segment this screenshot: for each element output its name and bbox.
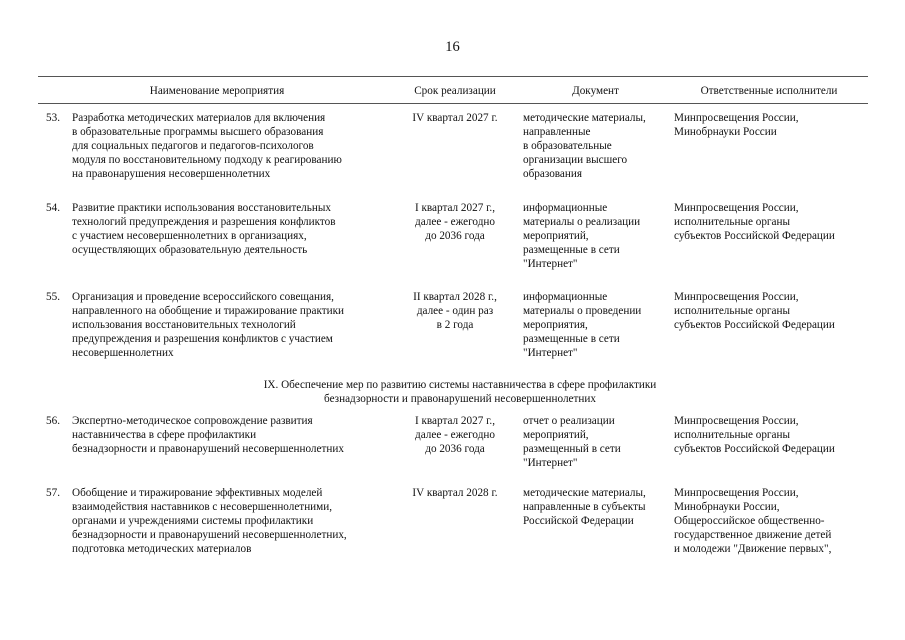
row-responsible: Минпросвещения России, исполнительные органы субъектов Российской Федерации [674, 202, 835, 242]
header-term: Срок реализации [414, 85, 496, 97]
row-number: 55. [46, 291, 60, 303]
section-title: IX. Обеспечение мер по развитию системы наставничества в сфере профилактики безнадзорности и правонарушений несовершеннолетних [263, 379, 657, 405]
row-name: Разработка методических материалов для включения в образовательные программы высшего образования для социальных педагогов и педагогов-психологов модуля по восстановительному подходу к реагированию на правонарушения несовершеннолетних [72, 112, 342, 180]
row-responsible: Минпросвещения России, исполнительные органы субъектов Российской Федерации [674, 291, 835, 331]
table-top-rule [38, 76, 868, 77]
row-name: Экспертно-методическое сопровождение развития наставничества в сфере профилактики безнадзорности и правонарушений несовершеннолетних [72, 415, 344, 455]
header-document: Документ [572, 85, 619, 97]
row-responsible: Минпросвещения России, Минобрнауки России, Общероссийское общественно- государственное движение детей и молодежи "Движение первых", [674, 487, 832, 555]
row-term: IV квартал 2027 г. [412, 112, 498, 124]
row-number: 53. [46, 112, 60, 124]
row-name: Развитие практики использования восстановительных технологий предупреждения и разрешения конфликтов с участием несовершеннолетних в организациях, осуществляющих образовательную деятельность [72, 202, 336, 256]
header-responsible: Ответственные исполнители [700, 85, 838, 97]
page-number: 16 [445, 39, 460, 55]
row-document: методические материалы, направленные в образовательные организации высшего образования [523, 112, 646, 180]
row-name: Обобщение и тиражирование эффективных моделей взаимодействия наставников с несовершеннолетними, органами и учреждениями системы профилактики безнадзорности и правонарушений несовершеннолетних, подготовка методических материалов [72, 487, 347, 555]
row-responsible: Минпросвещения России, Минобрнауки России [674, 112, 799, 138]
header-name: Наименование мероприятия [149, 85, 285, 97]
row-number: 57. [46, 487, 60, 499]
row-term: I квартал 2027 г., далее - ежегодно до 2036 года [414, 415, 496, 455]
row-name: Организация и проведение всероссийского совещания, направленного на обобщение и тиражирование практики использования восстановительных технологий предупреждения и разрешения конфликтов с участием несовершеннолетних [72, 291, 345, 359]
table-header-rule [38, 103, 868, 104]
row-document: отчет о реализации мероприятий, размещенный в сети "Интернет" [523, 415, 621, 469]
row-number: 56. [46, 415, 60, 427]
row-number: 54. [46, 202, 60, 214]
row-document: информационные материалы о реализации мероприятий, размещенные в сети "Интернет" [523, 202, 641, 270]
row-term: I квартал 2027 г., далее - ежегодно до 2036 года [414, 202, 496, 242]
row-document: методические материалы, направленные в субъекты Российской Федерации [523, 487, 646, 527]
row-term: IV квартал 2028 г. [412, 487, 498, 499]
row-document: информационные материалы о проведении мероприятия, размещенные в сети "Интернет" [523, 291, 642, 359]
row-responsible: Минпросвещения России, исполнительные органы субъектов Российской Федерации [674, 415, 835, 455]
row-term: II квартал 2028 г., далее - один раз в 2 года [413, 291, 497, 331]
